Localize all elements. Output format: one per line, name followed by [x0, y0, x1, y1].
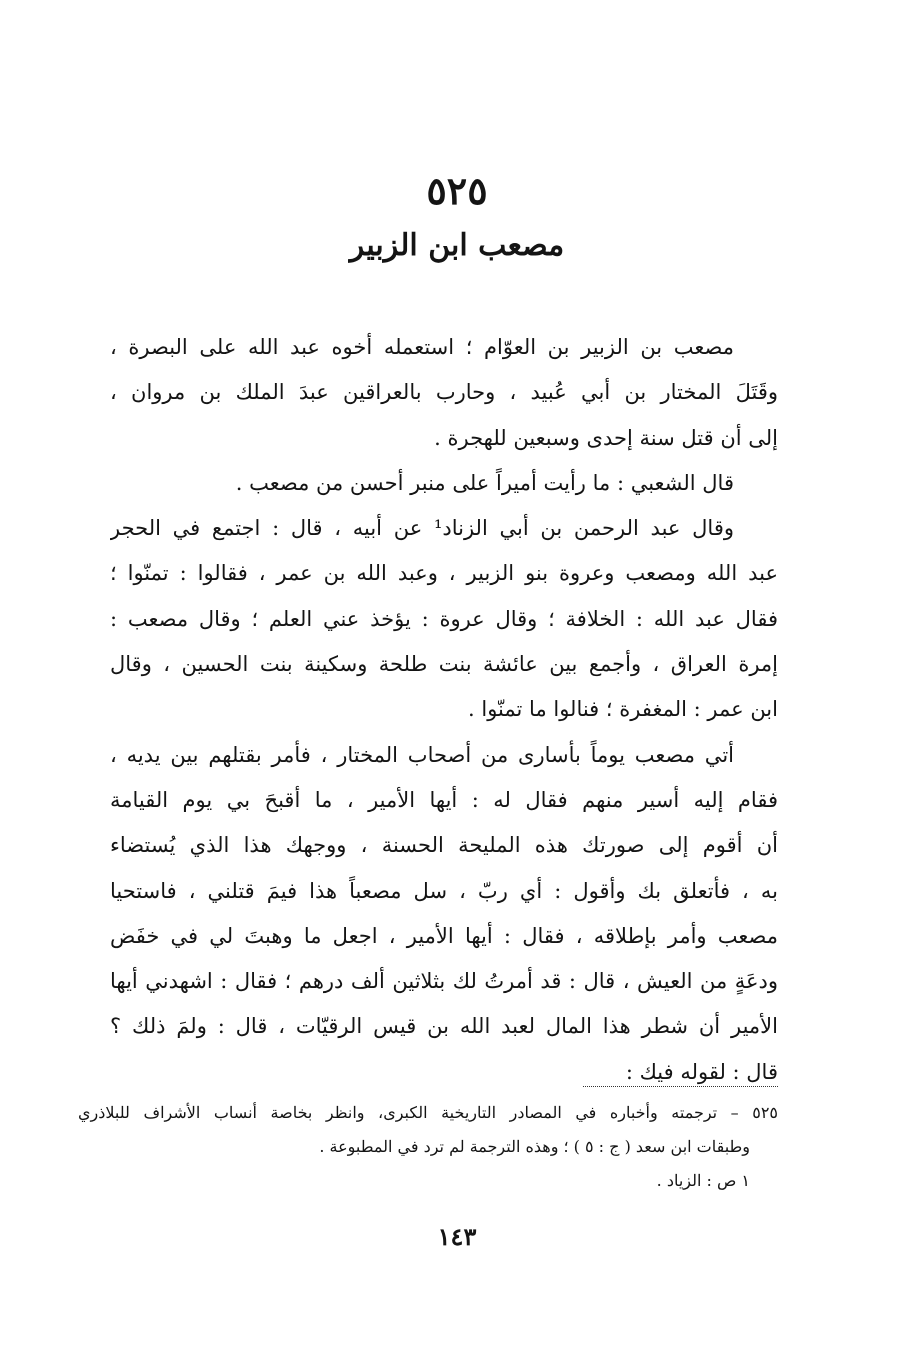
footnote-line: ٥٢٥ – ترجمته وأخباره في المصادر التاريخية الكبرى، وانظر بخاصة أنساب الأشراف للبلاذري [78, 1103, 778, 1122]
body-line: فقال عبد الله : الخلافة ؛ وقال عروة : يؤخذ عني العلم ؛ وقال مصعب : [110, 606, 778, 631]
footnote-line: ١ ص : الزياد . [656, 1171, 750, 1190]
body-line: مصعب بن الزبير بن العوّام ؛ استعمله أخوه عبد الله على البصرة ، [110, 335, 734, 359]
footnotes [78, 1096, 778, 1198]
body-line: الأمير أن شطر هذا المال لعبد الله بن قيس الرقيّات ، قال : ولمَ ذلك ؟ [110, 1014, 778, 1039]
body-line: أتي مصعب يوماً بأسارى من أصحاب المختار ، فأمر بقتلهم بين يديه ، [110, 742, 734, 767]
body-line: وقال عبد الرحمن بن أبي الزناد¹ عن أبيه ، قال : اجتمع في الحجر [110, 516, 734, 541]
body-line: إلى أن قتل سنة إحدى وسبعين للهجرة . [434, 425, 778, 450]
body-line: عبد الله ومصعب وعروة بنو الزبير ، وعبد الله بن عمر ، فقالوا : تمنّوا ؛ [110, 561, 778, 586]
body-line: أن أقوم إلى صورتك هذه المليحة الحسنة ، ووجهك هذا الذي يُستضاء [110, 833, 778, 858]
entry-number: ٥٢٥ [426, 168, 488, 213]
body-line: ودعَةٍ من العيش ، قال : قد أمرتُ لك بثلاثين ألف درهم ؛ فقال : اشهدني أيها [110, 969, 778, 994]
body-line: ابن عمر : المغفرة ؛ فنالوا ما تمنّوا . [468, 697, 778, 722]
body-line: قال : لقوله فيك : [625, 1059, 778, 1084]
body-line: فقام إليه أسير منهم فقال له : أيها الأمير ، ما أقبحَ بي يوم القيامة [110, 787, 778, 812]
body-line: إمرة العراق ، وأجمع بين عائشة بنت طلحة وسكينة بنت الحسين ، وقال [110, 652, 778, 677]
body-line: به ، فأتعلق بك وأقول : أي ربّ ، سل مصعباً هذا فيمَ قتلني ، فاستحيا [110, 878, 778, 903]
footnote-line: وطبقات ابن سعد ( ج : ٥ ) ؛ وهذه الترجمة لم ترد في المطبوعة . [319, 1137, 750, 1156]
entry-title: مصعب ابن الزبير [349, 228, 565, 263]
footnote-separator [583, 1086, 778, 1087]
body-line: وقَتَلَ المختار بن أبي عُبيد ، وحارب بالعراقين عبدَ الملك بن مروان ، [110, 380, 778, 405]
body-text [110, 325, 778, 1095]
body-line: مصعب وأمر بإطلاقه ، فقال : أيها الأمير ، اجعل ما وهبتَ لي في خفَض [110, 923, 778, 948]
page-number: ١٤٣ [437, 1222, 477, 1251]
body-line: قال الشعبي : ما رأيت أميراً على منبر أحسن من مصعب . [235, 470, 734, 495]
